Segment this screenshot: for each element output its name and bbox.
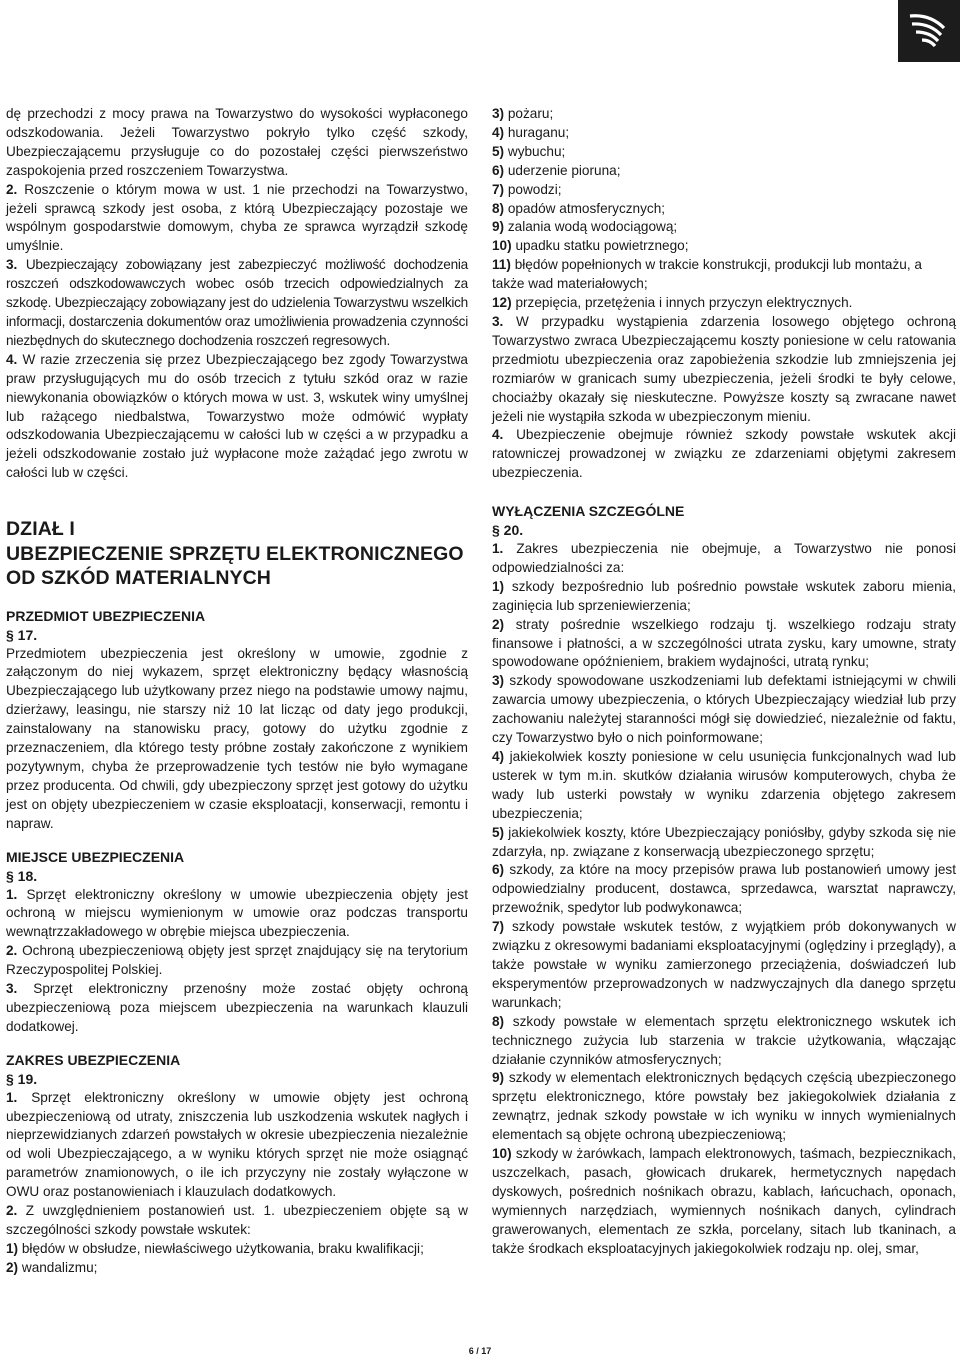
paragraph: 1. Zakres ubezpieczenia nie obejmuje, a Towarzystwo nie ponosi odpowiedzialności za: <box>492 541 957 575</box>
paragraph: 4. Ubezpieczenie obejmuje również szkody powstałe wskutek akcji ratowniczej prowadzonej w związku ze zdarzeniami objętymi zakresem ubezpieczenia. <box>492 427 956 481</box>
section-number: § 20. <box>492 522 524 539</box>
paragraph: 3. W przypadku wystąpienia zdarzenia losowego objętego ochroną Towarzystwo zwraca Ubezpieczającemu koszty poniesione w celu ratowania przedmiotu ubezpieczenia oraz zapobieżenia szkodzie lub zmniejszenia jej rozmiarów w granicach sumy ubezpieczenia, jeżeli środki te były celowe, chociażby okazały się nieskuteczne. Powyższe koszty są zwracane nawet jeżeli nie wystąpiła szkoda w ubezpieczonym mieniu. <box>492 313 956 424</box>
list-item: 2) wandalizmu; <box>6 1259 98 1275</box>
list-item: 5) jakiekolwiek koszty, które Ubezpieczający poniósłby, gdyby szkoda się nie zdarzyła, np. związane z konserwacją ubezpieczonego sprzętu; <box>492 824 956 859</box>
list-item: 10) upadku statku powietrznego; <box>492 238 689 254</box>
list-item: 6) szkody, za które na mocy przepisów prawa lub postanowień umowy jest odpowiedzialny producent, dostawca, sprzedawca, warsztat naprawczy, przewoźnik, spedytor lub podwykonawca; <box>492 862 956 916</box>
section-title: DZIAŁ I UBEZPIECZENIE SPRZĘTU ELEKTRONICZNEGO OD SZKÓD MATERIALNYCH <box>6 518 464 590</box>
list-item: 1) błędów w obsłudze, niewłaściwego użytkowania, braku kwalifikacji; <box>6 1240 424 1256</box>
heading: WYŁĄCZENIA SZCZEGÓLNE <box>492 503 685 520</box>
list-item: 4) jakiekolwiek koszty poniesione w celu usunięcia funkcjonalnych wad lub usterek w tym m.in. skutków działania wirusów komputerowych, chyba że wady lub usterki powstały w wyniku zdarzenia objętego zakresem ubezpieczenia; <box>492 749 956 821</box>
list-item: 1) szkody bezpośrednio lub pośrednio powstałe wskutek zaboru mienia, zaginięcia lub sprzeniewierzenia; <box>492 578 956 613</box>
paragraph: dę przechodzi z mocy prawa na Towarzystwo do wysokości wypłaconego odszkodowania. Jeżeli Towarzystwo pokryło tylko część szkody, Ubezpieczającemu przysługuje co do pozostałej części pierwszeństwo zaspokojenia przed roszczeniem Towarzystwa. <box>6 106 468 178</box>
paragraph: 1. Sprzęt elektroniczny określony w umowie ubezpieczenia objęty jest ochroną w miejscu wymienionym w umowie oraz podczas transportu wewnątrzzakładowego w obrębie miejsca ubezpieczenia. <box>6 886 468 940</box>
section-number: § 19. <box>6 1070 38 1087</box>
list-item: 11) błędów popełnionych w trakcie konstrukcji, produkcji lub montażu, a także wad materiałowych; <box>492 257 922 292</box>
right-column <box>492 105 956 1258</box>
section-number: § 18. <box>6 867 38 884</box>
list-item: 12) przepięcia, przetężenia i innych przyczyn elektrycznych. <box>492 295 853 311</box>
list-item: 8) opadów atmosferycznych; <box>492 200 666 216</box>
paragraph: 4. W razie zrzeczenia się przez Ubezpieczającego bez zgody Towarzystwa praw przysługujących mu do osób trzecich z tytułu szkód oraz w razie niewykonania obowiązków o których mowa w ust. 3, wskutek winy umyślnej lub rażącego niedbalstwa, Towarzystwo może odmówić wypłaty odszkodowania Ubezpieczającemu w całości lub w części a w przypadku a jeżeli odszkodowanie zostało już wypłacone może zażądać jego zwrotu w całości lub w części. <box>6 351 468 481</box>
list-item: 9) zalania wodą wodociągową; <box>492 219 678 235</box>
paragraph: Przedmiotem ubezpieczenia jest określony w umowie, zgodnie z załączonym do niej wykazem, sprzęt elektroniczny będący własnością Ubezpieczającego lub użytkowany przez niego na podstawie umowy najmu, dzierżawy, leasingu, nie starszy niż 10 lat licząc od daty jego produkcji, zainstalowany na stanowisku pracy, gotowy do użytku zgodnie z przeznaczeniem, dla którego testy próbne zostały zakończone z wynikiem pozytywnym, chyba że przeprowadzenie tych testów nie było wymagane przez producenta. Od chwili, gdy ubezpieczony sprzęt jest gotowy do użytku jest on objęty ubezpieczeniem w czasie eksploatacji, konserwacji, remontu i napraw. <box>6 645 468 831</box>
list-item: 3) szkody spowodowane uszkodzeniami lub defektami istniejącymi w chwili zawarcia umowy ubezpieczenia, o których Ubezpieczający wiedział lub przy zachowaniu należytej staranności mógł się dowiedzieć, niezależnie od faktu, czy Towarzystwo było o nich poinformowane; <box>492 673 957 746</box>
paragraph: 2. Z uwzględnieniem postanowień ust. 1. ubezpieczeniem objęte są w szczególności szkody powstałe wskutek: <box>6 1203 469 1237</box>
section-number: § 17. <box>6 626 38 643</box>
list-item: 4) huraganu; <box>492 124 570 140</box>
list-item: 6) uderzenie pioruna; <box>492 162 621 178</box>
page-number: 6 / 17 <box>468 1346 492 1356</box>
heading: PRZEDMIOT UBEZPIECZENIA <box>6 607 206 624</box>
list-item: 8) szkody powstałe w elementach sprzętu elektronicznego wskutek ich technicznego zużycia lub starzenia w trakcie użytkowania, włączając działanie czynników atmosferycznych; <box>492 1013 956 1067</box>
paragraph: 2. Roszczenie o którym mowa w ust. 1 nie przechodzi na Towarzystwo, jeżeli sprawcą szkody jest osoba, z którą Ubezpieczający pozostaje we wspólnym gospodarstwie domowym, chyba ze sprawca wyrządził szkodę umyślnie. <box>6 181 469 254</box>
heading: ZAKRES UBEZPIECZENIA <box>6 1051 181 1068</box>
paragraph: 3. Sprzęt elektroniczny przenośny może zostać objęty ochroną ubezpieczeniową poza miejscem ubezpieczenia na warunkach klauzuli dodatkowej. <box>6 981 468 1034</box>
list-item: 7) powodzi; <box>492 181 562 197</box>
list-item: 2) straty pośrednie wszelkiego rodzaju tj. wszelkiego rodzaju straty finansowe i płatności, a w szczególności utrata zysku, kary umowne, straty spowodowane opóźnieniem, brakiem wydajności, utratą rynku; <box>492 616 956 670</box>
list-item: 9) szkody w elementach elektronicznych będących częścią ubezpieczonego sprzętu elektronicznego, które powstały bez jakiegokolwiek działania z zewnątrz, jednak szkody powstałe w ich wyniku w innych wymienialnych elementach są objęte ochroną ubezpieczeniową; <box>492 1070 956 1143</box>
list-item: 10) szkody w żarówkach, lampach elektronowych, taśmach, bezpiecznikach, uszczelkach, pasach, głowicach drukarek, hermetycznych napędach dyskowych, pośrednich nośnikach obrazu, kablach, łańcuchach, oponach, wymiennych narzędziach, wymiennych nośnikach danych, cylindrach grawerowanych, elementach ze szkła, porcelany, sitach lub tkaninach, a także środkach eksploatacyjnych jakiegokolwiek rodzaju np. olej, smar, <box>492 1146 956 1256</box>
list-item: 7) szkody powstałe wskutek testów, z wyjątkiem prób dokonywanych w związku z okresowymi badaniami eksploatacyjnymi (oględziny i przeglądy), a także powstałe w wyniku zamierzonego przeciążenia, doświadczeń lub eksperymentów przeprowadzonych w nadzwyczajnych dla danego sprzętu warunkach; <box>492 919 956 1010</box>
paragraph: 3. Ubezpieczający zobowiązany jest zabezpieczyć możliwość dochodzenia roszczeń odszkodowawczych wobec osób trzecich odpowiedzialnych za szkodę. Ubezpieczający zobowiązany jest do udzielenia Towarzystwu wszelkich informacji, dostarczenia dokumentów oraz umożliwienia prowadzenia czynności niezbędnych do skutecznego dochodzenia roszczeń regresowych. <box>6 257 468 348</box>
paragraph: 2. Ochroną ubezpieczeniową objęty jest sprzęt znajdujący się na terytorium Rzeczypospolitej Polskiej. <box>6 943 469 978</box>
wing-logo-icon <box>906 8 952 54</box>
list-item: 3) pożaru; <box>492 106 554 121</box>
left-column <box>6 105 468 1278</box>
list-item: 5) wybuchu; <box>492 143 566 159</box>
heading: MIEJSCE UBEZPIECZENIA <box>6 848 185 865</box>
paragraph: 1. Sprzęt elektroniczny określony w umowie objęty jest ochroną ubezpieczeniową od utraty, zniszczenia lub uszkodzenia wskutek nagłych i nieprzewidzianych zdarzeń powstałych w okresie ubezpieczenia niezależnie od woli Ubezpieczającego, a w wyniku których sprzęt nie może osiągnąć parametrów znamionowych, o ile ich przyczyny nie zostały wyłączone w OWU oraz postanowieniach i klauzulach dodatkowych. <box>6 1089 469 1200</box>
company-logo <box>898 0 960 62</box>
